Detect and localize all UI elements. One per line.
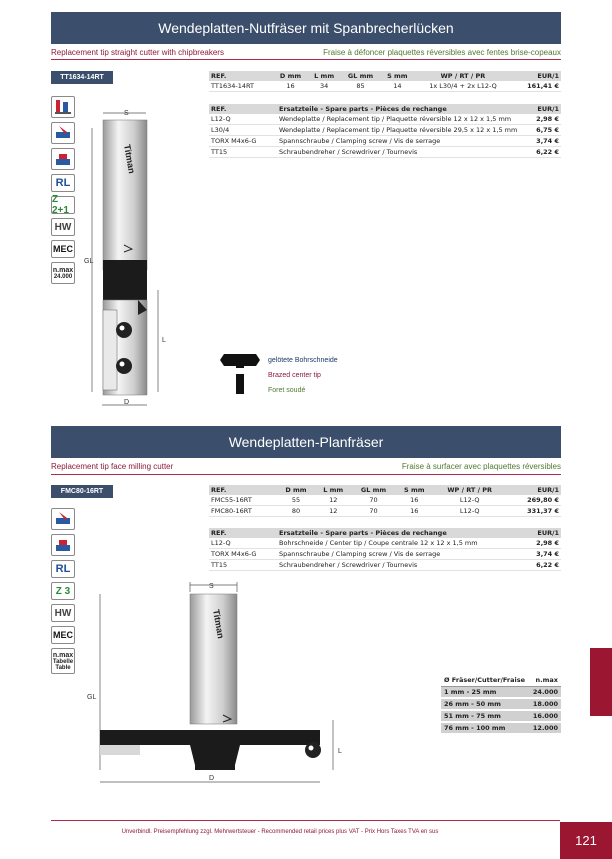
cell-price: 331,37 € [507, 506, 561, 517]
cell-price: 6,22 € [528, 560, 561, 571]
cell: L12-Q [433, 495, 507, 506]
teeth-count-icon: Z 2+1 [51, 196, 75, 214]
col-wp: WP / RT / PR [414, 71, 512, 81]
table-row [209, 549, 561, 560]
section2-subtitle [51, 459, 561, 471]
section2-divider [51, 474, 561, 475]
cell: 51 mm - 75 mm [441, 710, 529, 722]
table-row [441, 686, 561, 698]
cell-price: 6,22 € [533, 147, 561, 158]
surface-icon [51, 534, 75, 556]
section1-icon-column [51, 96, 75, 288]
col-gl: GL mm [341, 71, 381, 81]
nmax-value: 24.000 [53, 273, 73, 280]
face-mill-drawing [95, 580, 345, 820]
legend-fr: Foret soudé [268, 387, 306, 394]
mec-icon: MEC [51, 240, 75, 258]
hw-material-icon: HW [51, 604, 75, 622]
straight-cutter-drawing [80, 100, 180, 415]
cell: Schraubendreher / Screwdriver / Tournevis [277, 147, 533, 158]
cell: 12 [315, 495, 351, 506]
legend-de: gelötete Bohrschneide [268, 357, 338, 364]
cell: 12 [315, 506, 351, 517]
section2-main-table [209, 485, 561, 517]
dim-l-label: L [338, 748, 342, 755]
cell: Spannschraube / Clamping screw / Vis de serrage [277, 136, 533, 147]
dim-s-label: S [209, 583, 214, 590]
table-header-row [209, 485, 561, 495]
section1-subtitle-en: Replacement tip straight cutter with chipbreakers [51, 48, 224, 57]
dim-d-label: D [209, 775, 215, 782]
cutting-icon [51, 508, 75, 530]
col-ref: REF. [209, 71, 273, 81]
cutting-icon [51, 122, 75, 144]
col-d: D mm [277, 485, 315, 495]
dim-s-label: S [124, 110, 129, 117]
cell: 70 [351, 495, 395, 506]
table-row [441, 722, 561, 734]
hw-material-icon: HW [51, 218, 75, 236]
col-ref: REF. [209, 528, 277, 538]
table-row [209, 114, 561, 125]
nmax-table-en: Table [55, 664, 71, 671]
col-s: S mm [396, 485, 433, 495]
cell: 18.000 [529, 698, 561, 710]
brand-logo-text: Titman [122, 143, 137, 175]
mec-icon: MEC [51, 626, 75, 644]
section2-title: Wendeplatten-Planfräser [51, 426, 561, 458]
cell: FMC55-16RT [209, 495, 277, 506]
cell: L12-Q [433, 506, 507, 517]
cell: 26 mm - 50 mm [441, 698, 529, 710]
teeth-count-icon: Z 3 [51, 582, 75, 600]
col-desc: Ersatzteile - Spare parts - Pièces de rechange [277, 104, 533, 114]
brazed-tip-legend [268, 353, 338, 398]
cell: 1x L30/4 + 2x L12-Q [414, 81, 512, 92]
col-s: S mm [381, 71, 415, 81]
cell: L12-Q [209, 538, 277, 549]
cell: FMC80-16RT [209, 506, 277, 517]
nmax-icon [51, 648, 75, 674]
cell: TORX M4x6-G [209, 136, 277, 147]
section2-parts-table [209, 528, 561, 571]
cell: L30/4 [209, 125, 277, 136]
nmax-table-de: Tabelle [52, 658, 74, 665]
section1-subtitle [51, 45, 561, 57]
table-header-row [209, 71, 561, 81]
cell-price: 269,80 € [507, 495, 561, 506]
cell: 12.000 [529, 722, 561, 734]
cell: 55 [277, 495, 315, 506]
surface-icon [51, 148, 75, 170]
dim-gl-label: GL [84, 258, 94, 265]
section1-subtitle-fr: Fraise à défoncer plaquettes réversibles avec fentes brise-copeaux [323, 48, 561, 57]
cell: 34 [308, 81, 341, 92]
cell: 14 [381, 81, 415, 92]
col-wp: WP / RT / PR [433, 485, 507, 495]
section2-subtitle-fr: Fraise à surfacer avec plaquettes réversibles [401, 462, 561, 471]
cell: Bohrschneide / Center tip / Coupe centrale 12 x 12 x 1,5 mm [277, 538, 528, 549]
section1-code-badge: TT1634-14RT [51, 71, 113, 84]
brand-logo-text: Titman [211, 608, 226, 640]
section1-main-table [209, 71, 561, 92]
cell: 16 [396, 495, 433, 506]
cell-price: 3,74 € [528, 549, 561, 560]
col-eur: EUR/1 [533, 104, 561, 114]
section1-parts-table [209, 104, 561, 158]
table-row [209, 560, 561, 571]
col-l: L mm [315, 485, 351, 495]
dim-gl-label: GL [87, 694, 97, 701]
page-number: 121 [560, 822, 612, 859]
col-nmax: n.max [529, 675, 561, 686]
table-row [209, 81, 561, 92]
nmax-label: n.max [52, 266, 74, 274]
cell: 1 mm - 25 mm [441, 686, 529, 698]
cell: 16.000 [529, 710, 561, 722]
cell: 80 [277, 506, 315, 517]
cell: Schraubendreher / Screwdriver / Tournevis [277, 560, 528, 571]
cell: 85 [341, 81, 381, 92]
nmax-label: n.max [52, 651, 74, 659]
rotation-rl-icon: RL [51, 174, 75, 192]
table-row [209, 495, 561, 506]
cell: L12-Q [209, 114, 277, 125]
section2-code-badge: FMC80-16RT [51, 485, 113, 498]
table-row [209, 147, 561, 158]
brazed-tip-icon [216, 350, 264, 398]
cell: Wendeplatte / Replacement tip / Plaquette réversible 29,5 x 12 x 1,5 mm [277, 125, 533, 136]
section1-divider [51, 59, 561, 60]
table-row [441, 698, 561, 710]
table-row [209, 125, 561, 136]
col-l: L mm [308, 71, 341, 81]
cell: TT15 [209, 560, 277, 571]
cell: TT1634-14RT [209, 81, 273, 92]
cell: 16 [396, 506, 433, 517]
cell-price: 2,98 € [533, 114, 561, 125]
col-eur: EUR/1 [507, 485, 561, 495]
col-eur: EUR/1 [528, 528, 561, 538]
nmax-table [441, 675, 561, 735]
cell-price: 6,75 € [533, 125, 561, 136]
dim-l-label: L [162, 337, 166, 344]
col-d: D mm [273, 71, 307, 81]
cell-price: 2,98 € [528, 538, 561, 549]
cell: 70 [351, 506, 395, 517]
cell: TORX M4x6-G [209, 549, 277, 560]
section2-icon-column [51, 508, 75, 678]
table-header-row [209, 528, 561, 538]
drill-icon [51, 96, 75, 118]
cell: TT15 [209, 147, 277, 158]
section2-subtitle-en: Replacement tip face milling cutter [51, 462, 174, 471]
section1-title: Wendeplatten-Nutfräser mit Spanbrecherlücken [51, 12, 561, 44]
dim-d-label: D [124, 399, 130, 406]
cell: Spannschraube / Clamping screw / Vis de serrage [277, 549, 528, 560]
cell-price: 161,41 € [512, 81, 561, 92]
cell: Wendeplatte / Replacement tip / Plaquette réversible 12 x 12 x 1,5 mm [277, 114, 533, 125]
table-row [209, 538, 561, 549]
table-row [441, 710, 561, 722]
col-ref: REF. [209, 104, 277, 114]
table-row [209, 506, 561, 517]
cell-price: 3,74 € [533, 136, 561, 147]
cell: 16 [273, 81, 307, 92]
table-header-row [209, 104, 561, 114]
col-desc: Ersatzteile - Spare parts - Pièces de rechange [277, 528, 528, 538]
footer-divider [51, 820, 560, 821]
table-row [209, 136, 561, 147]
table-header-row [441, 675, 561, 686]
cell: 24.000 [529, 686, 561, 698]
cell: 76 mm - 100 mm [441, 722, 529, 734]
legend-en: Brazed center tip [268, 372, 321, 379]
col-diameter: Ø Fräser/Cutter/Fraise [441, 675, 529, 686]
col-eur: EUR/1 [512, 71, 561, 81]
col-gl: GL mm [351, 485, 395, 495]
col-ref: REF. [209, 485, 277, 495]
rotation-rl-icon: RL [51, 560, 75, 578]
nmax-icon [51, 262, 75, 284]
footer-text: Unverbindl. Preisempfehlung zzgl. Mehrwertsteuer - Recommended retail prices plus VAT - Prix Hors Taxes TVA en sus [121, 829, 439, 835]
chapter-side-tab [590, 648, 612, 716]
